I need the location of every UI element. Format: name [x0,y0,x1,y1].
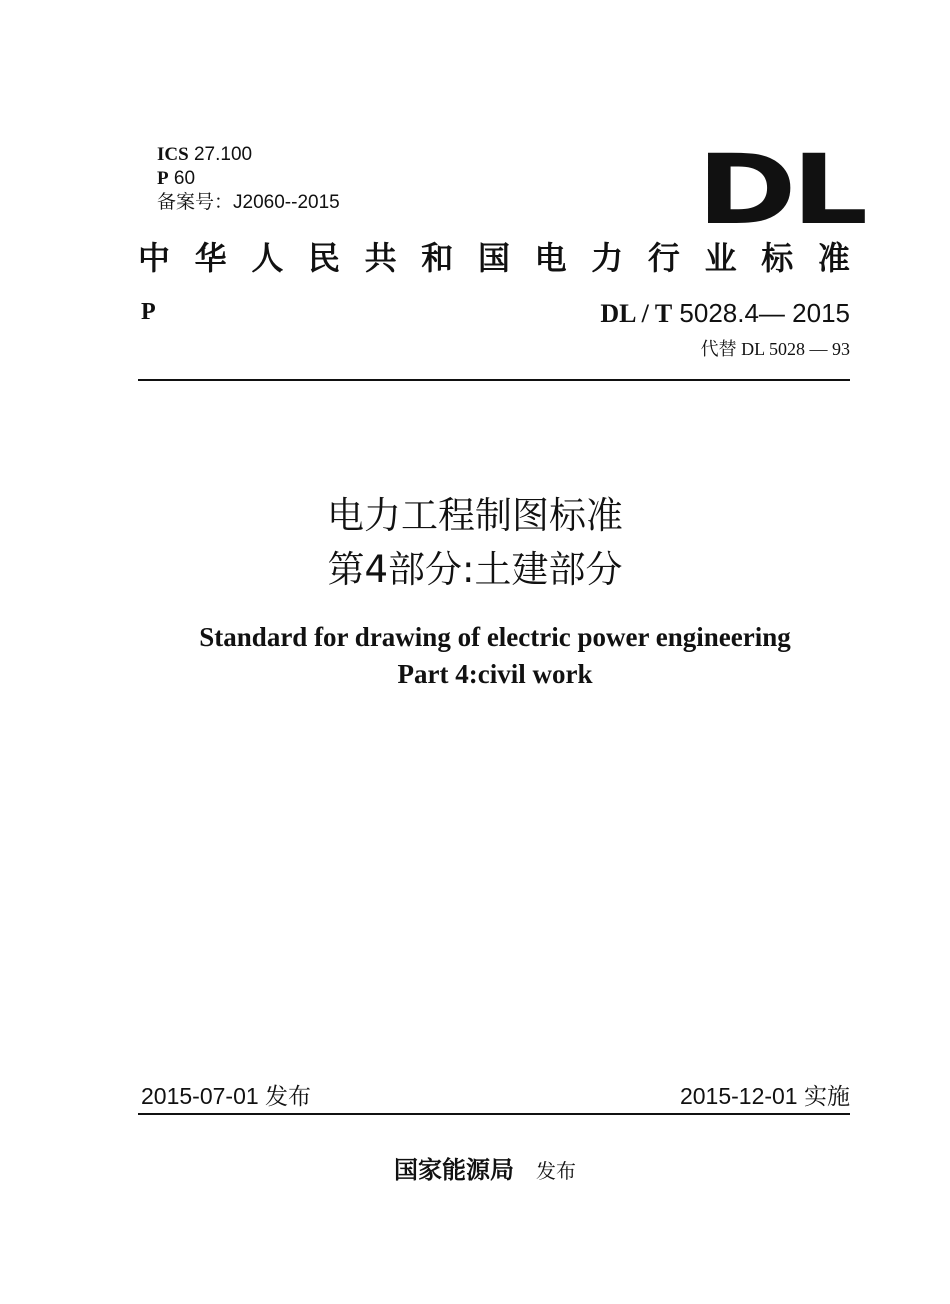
ics-prefix: ICS [157,144,189,165]
industry-title-char: 民 [307,239,340,277]
industry-title [138,238,850,278]
effective-date: 2015-12-01 实施 [679,1083,850,1109]
publisher-action: 发布 [536,1159,576,1183]
record-line [157,192,340,214]
industry-title-char: 共 [364,239,397,277]
bottom-divider [138,1113,850,1115]
industry-title-char: 行 [647,239,680,277]
record-label: 备案号： [157,192,234,213]
industry-title-char: 力 [591,239,624,277]
issue-date: 2015-07-01 发布 [141,1083,312,1109]
title-cn-line1: 电力工程制图标准 [327,494,623,537]
dl-logo: DL [697,134,864,246]
industry-title-char: 国 [477,239,510,277]
industry-title-char: 华 [194,239,227,277]
industry-title-char: 业 [704,239,737,277]
category-code: 60 [173,168,196,189]
title-en-line1: Standard for drawing of electric power engineering [199,622,791,652]
industry-title-char: 中 [138,239,171,277]
industry-title-char: 人 [251,239,284,277]
ics-code: 27.100 [193,144,253,165]
title-cn-line2: 第4部分:土建部分 [327,548,623,591]
industry-title-char: 准 [817,239,850,277]
standard-code: 5028.4— 2015 [679,298,850,328]
classification-code: P [141,299,156,325]
industry-title-char: 电 [534,239,567,277]
standard-number [600,298,850,329]
publisher [0,1153,950,1189]
top-divider [138,379,850,381]
industry-title-char: 和 [421,239,454,277]
title-en-line2: Part 4:civil work [397,659,593,689]
replaces-standard: 代替 DL 5028 — 93 [700,339,850,359]
publisher-org: 国家能源局 [394,1155,514,1184]
standard-prefix: DL / T [600,299,673,328]
category-line [157,168,195,190]
category-prefix: P [157,168,169,189]
ics-line [157,144,252,166]
industry-title-char: 标 [761,239,794,277]
record-code: J2060--2015 [233,192,340,213]
